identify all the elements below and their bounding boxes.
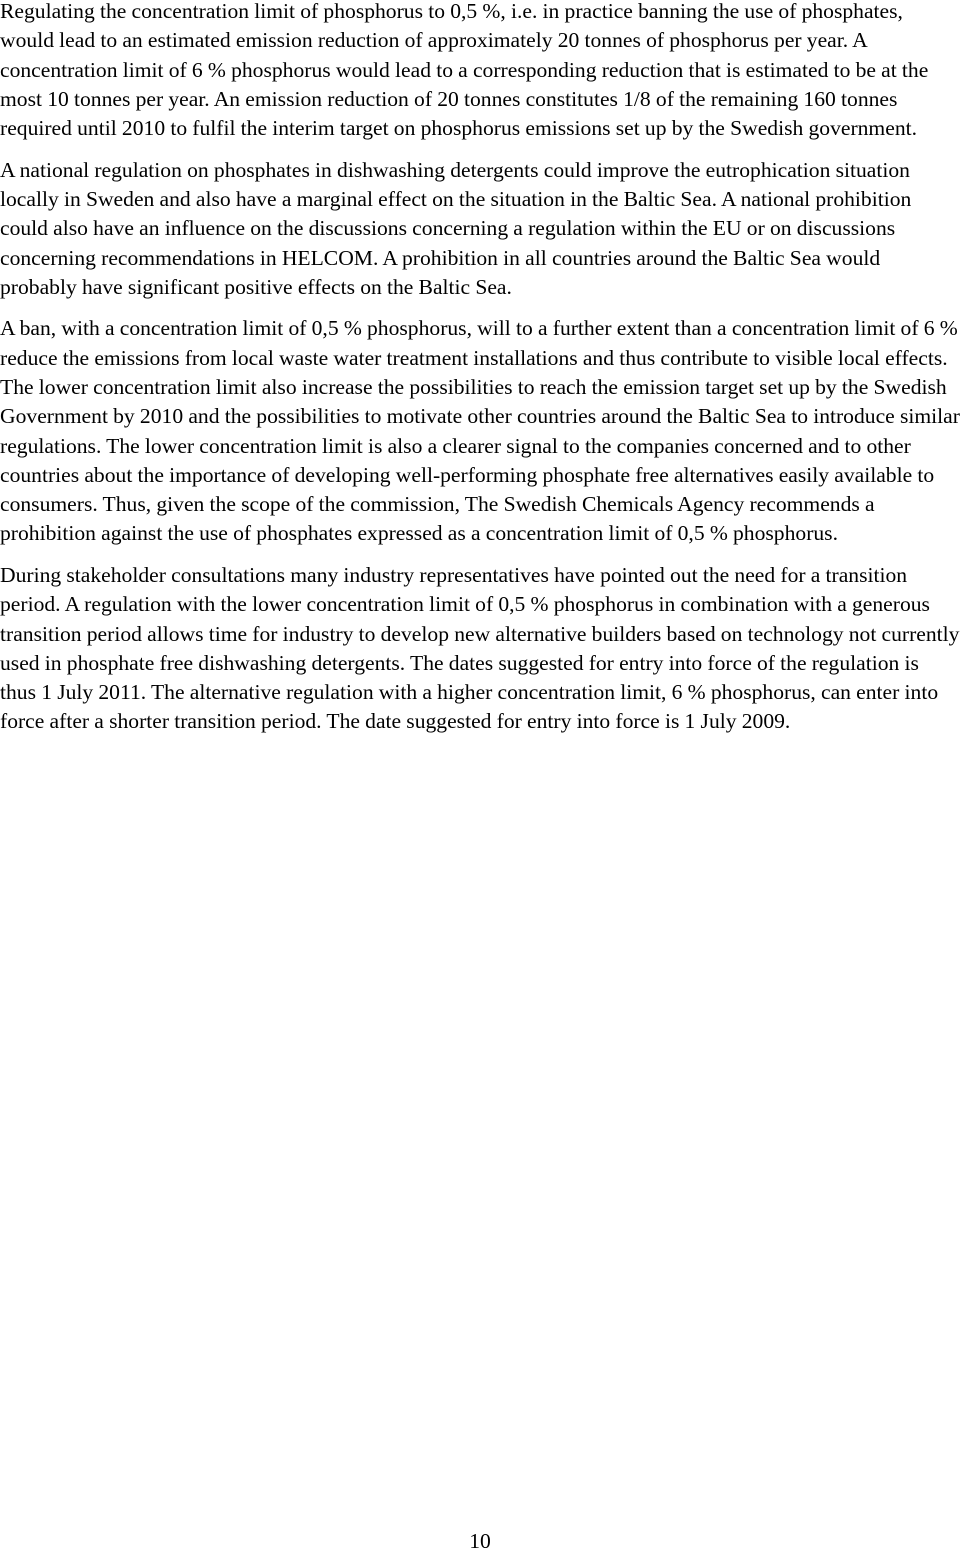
paragraph-transition-period: During stakeholder consultations many industry representatives have pointed out the need for a transition period. A regulation with the lower concentration limit of 0,5 % phosphorus in combination with a generous transition period allows time for industry to develop new alternative builders based on technology not currently used in phosphate free dishwashing detergents. The dates suggested for entry into force of the regulation is thus 1 July 2011. The alternative regulation with a higher concentration limit, 6 % phosphorus, can enter into force after a shorter transition period. The date suggested for entry into force is 1 July 2009. (0, 562, 960, 734)
page-number: 10 (469, 1529, 491, 1553)
document-body (0, 0, 960, 749)
paragraph-emission-reduction: Regulating the concentration limit of phosphorus to 0,5 %, i.e. in practice banning the use of phosphates, would lead to an estimated emission reduction of approximately 20 tonnes of phosphorus per year. A concentration limit of 6 % phosphorus would lead to a corresponding reduction that is estimated to be at the most 10 tonnes per year. An emission reduction of 20 tonnes constitutes 1/8 of the remaining 160 tonnes required until 2010 to fulfil the interim target on phosphorus emissions set up by the Swedish government. (0, 0, 929, 141)
paragraph-national-regulation: A national regulation on phosphates in dishwashing detergents could improve the eutrophication situation locally in Sweden and also have a marginal effect on the situation in the Baltic Sea. A national prohibition could also have an influence on the discussions concerning a regulation within the EU or on discussions concerning recommendations in HELCOM. A prohibition in all countries around the Baltic Sea would probably have significant positive effects on the Baltic Sea. (0, 157, 912, 299)
paragraph-ban-recommendation: A ban, with a concentration limit of 0,5 % phosphorus, will to a further extent than a concentration limit of 6 % reduce the emissions from local waste water treatment installations and thus contribute to visible local effects. The lower concentration limit also increase the possibilities to reach the emission target set up by the Swedish Government by 2010 and the possibilities to motivate other countries around the Baltic Sea to introduce similar regulations. The lower concentration limit is also a clearer signal to the companies concerned and to other countries about the importance of developing well-performing phosphate free alternatives easily available to consumers. Thus, given the scope of the commission, The Swedish Chemicals Agency recommends a prohibition against the use of phosphates expressed as a concentration limit of 0,5 % phosphorus. (0, 316, 960, 546)
